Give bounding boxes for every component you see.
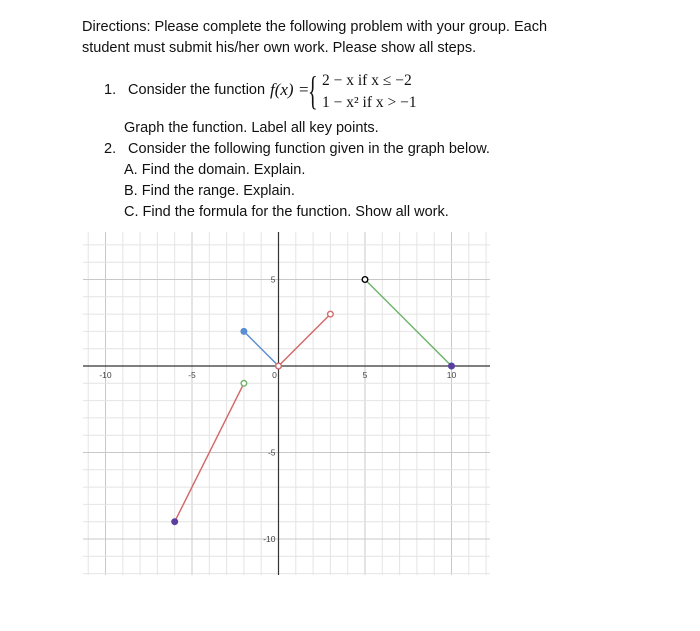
piecewise-case-1: 2 − x if x ≤ −2: [322, 72, 412, 89]
part-a-text: Find the domain. Explain.: [141, 162, 306, 178]
open-endpoint: [328, 311, 334, 317]
y-tick-label: -10: [263, 534, 276, 544]
y-tick-label: 5: [270, 274, 276, 285]
problem-1-instruction: Graph the function. Label all key points.: [124, 120, 379, 136]
closed-endpoint: [241, 329, 247, 335]
series-segment-3: [365, 280, 452, 367]
open-endpoint: [276, 363, 282, 369]
problem-1-intro-text: Consider the function: [128, 82, 266, 98]
part-c-letter: C.: [124, 204, 139, 220]
x-tick-label: 10: [446, 370, 457, 380]
open-endpoint: [241, 381, 247, 387]
closed-endpoint: [449, 363, 455, 369]
graph-axes: [83, 232, 490, 575]
piecewise-brace: {: [308, 68, 318, 113]
y-tick-label: -5: [267, 447, 276, 458]
function-name: f(x) =: [270, 80, 310, 99]
part-b-letter: B.: [124, 183, 138, 199]
problem-2-number: 2.: [104, 141, 117, 157]
directions-text: Directions: Please complete the following problem with your group. Each student must submit his/her own work. Please show all steps.: [82, 19, 548, 56]
x-tick-label: 0: [272, 370, 277, 380]
part-c-text: Find the formula for the function. Show all work.: [142, 204, 449, 220]
part-a-letter: A.: [124, 162, 138, 178]
graph-grid: [83, 232, 490, 575]
part-b-text: Find the range. Explain.: [141, 183, 295, 199]
closed-endpoint: [172, 519, 178, 525]
series-segment-2: [279, 314, 331, 366]
problem-2-text: Consider the following function given in the graph below.: [128, 141, 490, 157]
x-tick-label: -5: [188, 370, 196, 380]
problem-1-number: 1.: [104, 82, 117, 98]
x-tick-label: 5: [362, 370, 368, 380]
x-tick-label: -10: [99, 370, 112, 380]
open-endpoint: [362, 277, 368, 283]
piecewise-case-2: 1 − x² if x > −1: [322, 94, 417, 111]
